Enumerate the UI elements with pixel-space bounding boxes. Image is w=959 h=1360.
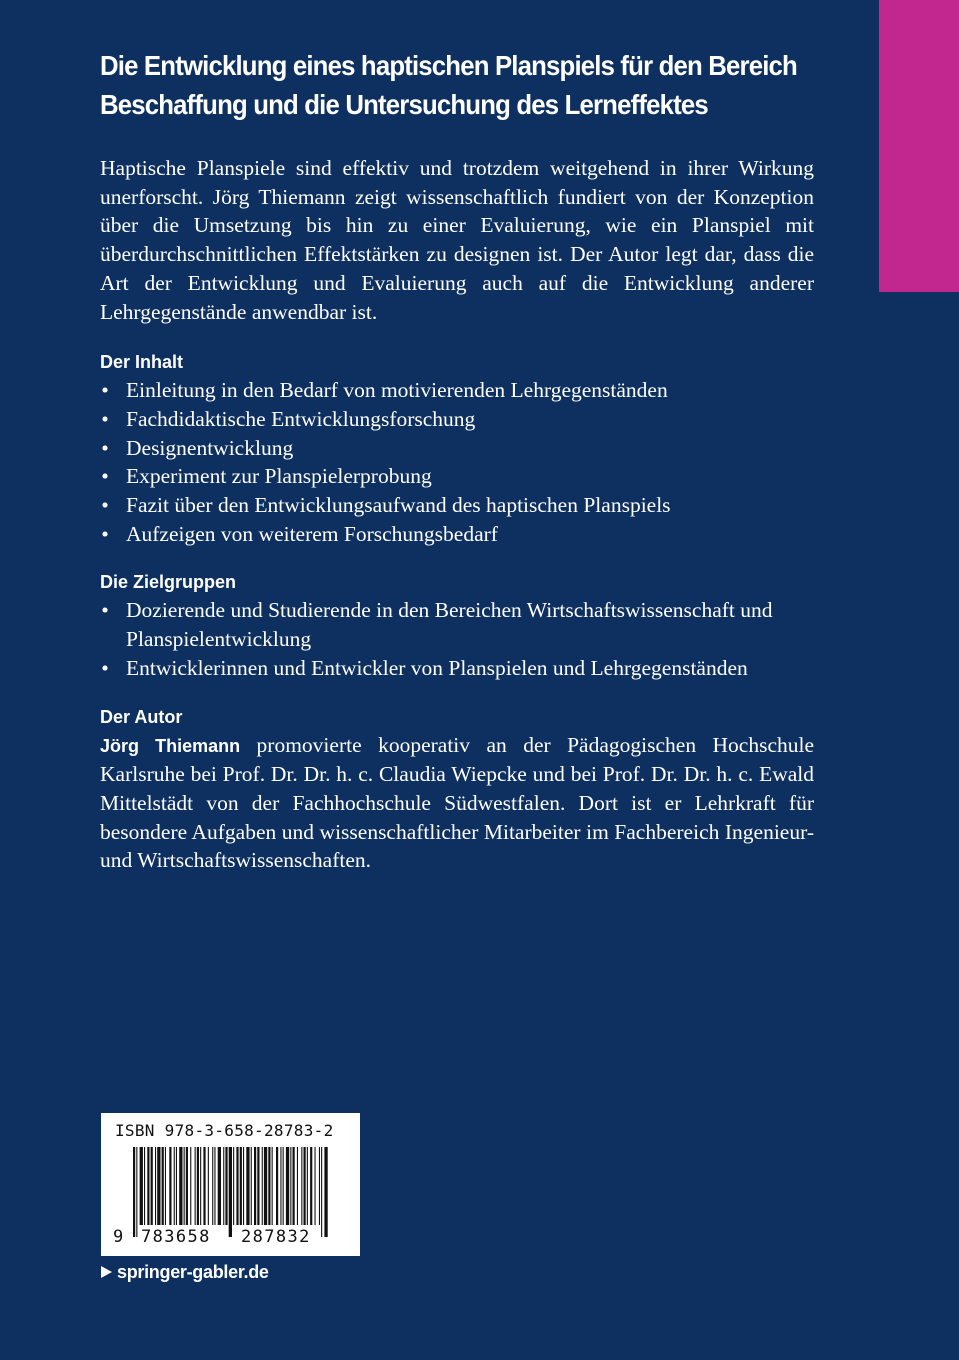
bullet-icon: • (101, 598, 109, 623)
bullet-icon: • (101, 493, 109, 518)
barcode-bar (190, 1147, 191, 1225)
bullet-icon: • (101, 655, 109, 680)
barcode-bar (155, 1147, 156, 1225)
barcode-bar (136, 1147, 137, 1237)
barcode-bar (147, 1147, 149, 1225)
barcode-bar (307, 1147, 308, 1225)
barcode-bars-icon (131, 1147, 331, 1237)
barcode-bar (144, 1147, 145, 1225)
barcode-bar (257, 1147, 259, 1225)
barcode-bar (203, 1147, 205, 1225)
isbn-barcode (101, 1113, 360, 1256)
author-bio-text: promovierte kooperativ an der Pädagogischen Hochschule Karlsruhe bei Prof. Dr. Dr. h. c. Claudia Wiepcke und bei Prof. Dr. Dr. h. c. Ewald Mittelstädt von der Fachhochschule Südwestfalen. Dort ist er Lehrkraft für besondere Aufgaben und wissenschaftlicher Mitarbeiter im Fachbereich Ingenieur- und Wirtschaftswissenschaften. (100, 732, 815, 873)
barcode-bar (197, 1147, 199, 1225)
barcode-bar (212, 1147, 213, 1225)
barcode-bar (243, 1147, 244, 1225)
bullet-icon: • (101, 406, 109, 431)
author-bio (100, 731, 814, 876)
section-heading-inhalt: Der Inhalt (100, 352, 184, 373)
barcode-bar (179, 1147, 182, 1225)
barcode-bar (297, 1147, 298, 1225)
bullet-icon: • (101, 464, 109, 489)
barcode-bar (301, 1147, 302, 1225)
bullet-icon: • (101, 378, 109, 403)
inhalt-list (100, 376, 814, 548)
barcode-bar (319, 1147, 320, 1225)
barcode-bar (262, 1147, 263, 1225)
barcode-bar (223, 1147, 224, 1225)
list-item: • Fazit über den Entwicklungsaufwand des haptischen Planspiels (100, 491, 814, 520)
barcode-bar (200, 1147, 201, 1225)
arrow-right-icon (101, 1266, 112, 1278)
ean-left-digits: 783658 (141, 1227, 211, 1247)
barcode-bar (276, 1147, 278, 1225)
author-name: Jörg Thiemann (100, 735, 241, 756)
ean-first-digit: 9 (113, 1227, 124, 1247)
barcode-bar (251, 1147, 252, 1225)
isbn-label: ISBN 978-3-658-28783-2 (115, 1121, 334, 1140)
barcode-bar (293, 1147, 295, 1225)
barcode-bar (176, 1147, 177, 1225)
barcode-bar (195, 1147, 196, 1225)
barcode-bar (169, 1147, 171, 1225)
barcode-bar (272, 1147, 273, 1225)
barcode-bar (233, 1147, 234, 1225)
barcode-bar (254, 1147, 256, 1225)
intro-paragraph: Haptische Planspiele sind effektiv und trotzdem weitgehend in ihrer Wirkung unerforscht. Jörg Thiemann zeigt wissenschaftlich fundiert von der Konzeption über die Umsetzung bis hin zu einer Evaluierung, wie ein Planspiel mit überdurchschnittlichen Effektstärken zu designen ist. Der Autor legt dar, dass die Art der Entwicklung und Evaluierung auch auf die Entwicklung anderer Lehrgegenstände anwendbar ist. (100, 156, 814, 324)
list-item: • Fachdidaktische Entwicklungsforschung (100, 405, 814, 434)
list-item: • Entwicklerinnen und Entwickler von Planspielen und Lehrgegenständen (100, 654, 814, 683)
publisher-link-text: springer-gabler.de (117, 1262, 269, 1282)
barcode-bar (184, 1147, 185, 1225)
barcode-bar (157, 1147, 160, 1225)
barcode-bar (162, 1147, 164, 1225)
barcode-bar (315, 1147, 316, 1225)
barcode-bar (246, 1147, 249, 1225)
barcode-bar (225, 1147, 227, 1225)
barcode-bar (174, 1147, 175, 1225)
barcode-bar (140, 1147, 143, 1225)
barcode-bar (304, 1147, 306, 1225)
list-item: • Designentwicklung (100, 434, 814, 463)
barcode-bar (208, 1147, 209, 1225)
barcode-bar (310, 1147, 312, 1225)
barcode-bar (286, 1147, 289, 1225)
book-title: Die Entwicklung eines haptischen Planspiels für den Bereich Beschaffung und die Untersuchung des Lerneffektes (100, 50, 797, 120)
barcode-bar (133, 1147, 135, 1237)
list-item: • Aufzeigen von weiterem Forschungsbedarf (100, 520, 814, 549)
barcode-bar (324, 1147, 327, 1237)
barcode-bar (151, 1147, 153, 1225)
section-heading-zielgruppen: Die Zielgruppen (100, 572, 237, 593)
barcode-bar (218, 1147, 221, 1225)
barcode-bar (214, 1147, 215, 1225)
barcode-bar (264, 1147, 267, 1225)
list-item: • Dozierende und Studierende in den Bereichen Wirtschaftswissenschaft und Planspielentwicklung (101, 598, 773, 652)
zielgruppen-list (100, 596, 814, 682)
bullet-icon: • (101, 435, 109, 460)
barcode-bar (165, 1147, 166, 1225)
barcode-bar (283, 1147, 284, 1225)
list-item: • Einleitung in den Bedarf von motivierenden Lehrgegenständen (100, 376, 814, 405)
barcode-bar (280, 1147, 281, 1225)
barcode-bar (321, 1147, 322, 1237)
barcode-bar (240, 1147, 242, 1225)
bullet-icon: • (101, 521, 109, 546)
publisher-link[interactable] (101, 1262, 269, 1283)
accent-stripe (879, 0, 959, 292)
barcode-bar (236, 1147, 238, 1225)
cover-content (100, 46, 814, 875)
barcode-bar (229, 1147, 232, 1237)
list-item: • Experiment zur Planspielerprobung (100, 462, 814, 491)
barcode-bar (290, 1147, 291, 1225)
section-heading-autor: Der Autor (100, 706, 183, 727)
barcode-bar (186, 1147, 188, 1225)
ean-right-digits: 287832 (241, 1227, 311, 1247)
barcode-bar (268, 1147, 270, 1225)
